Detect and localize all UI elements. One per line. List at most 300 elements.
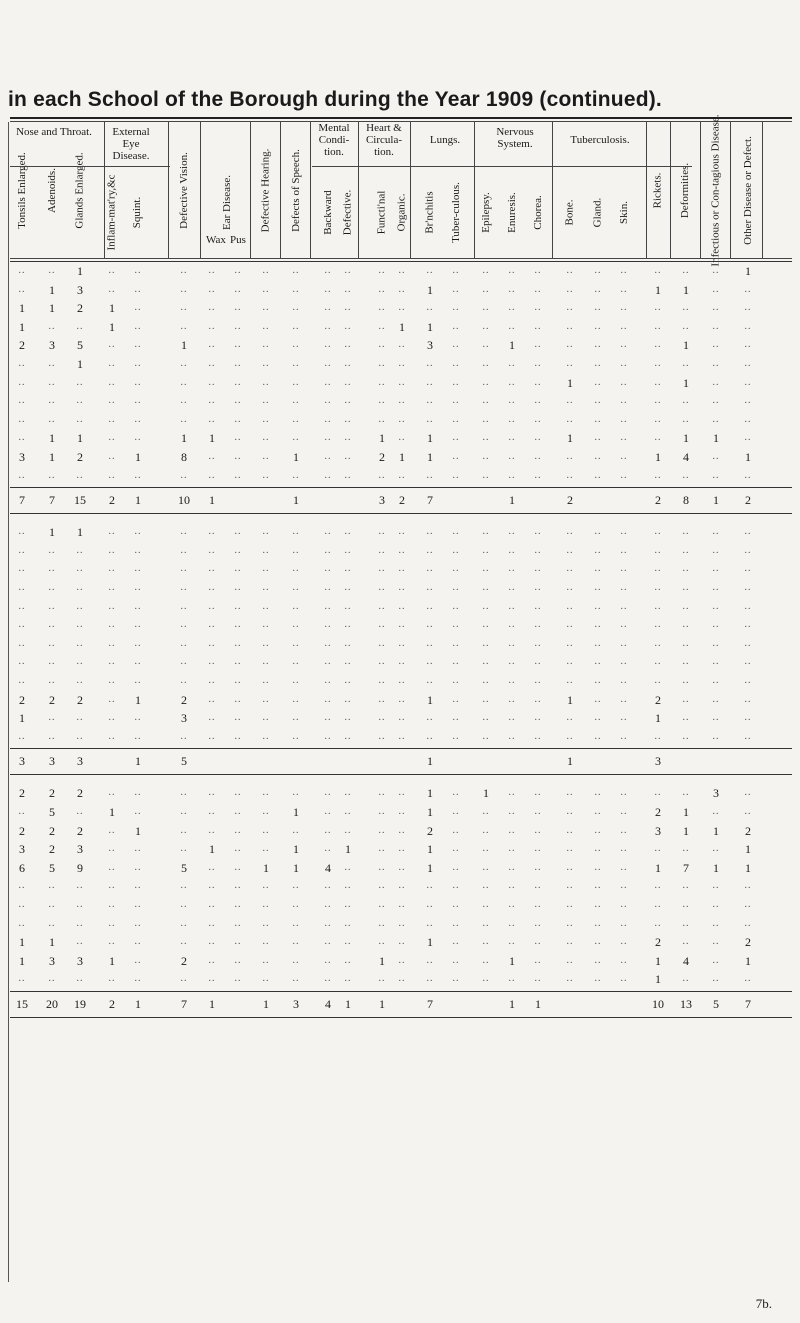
table-cell: .. bbox=[208, 899, 216, 910]
table-cell: .. bbox=[108, 637, 116, 649]
table-cell: .. bbox=[452, 693, 460, 705]
table-row bbox=[10, 728, 792, 746]
table-cell: .. bbox=[682, 358, 690, 369]
group-lungs: Lungs. bbox=[429, 134, 461, 146]
table-cell: .. bbox=[566, 712, 574, 724]
table-cell: .. bbox=[180, 899, 188, 910]
table-cell: .. bbox=[18, 432, 26, 444]
table-cell: .. bbox=[18, 899, 26, 910]
table-cell: 5 bbox=[49, 860, 55, 875]
table-cell: .. bbox=[744, 730, 752, 742]
table-cell: .. bbox=[482, 693, 490, 705]
table-cell: .. bbox=[508, 787, 516, 799]
table-cell: .. bbox=[108, 395, 116, 407]
table-cell: .. bbox=[292, 954, 300, 966]
table-cell: .. bbox=[534, 432, 542, 444]
table-cell: .. bbox=[234, 395, 242, 407]
table-cell: .. bbox=[566, 656, 574, 668]
table-cell: .. bbox=[234, 656, 242, 668]
table-cell: .. bbox=[378, 544, 386, 556]
table-cell: .. bbox=[76, 806, 84, 817]
table-cell: .. bbox=[682, 637, 690, 649]
left-border bbox=[8, 122, 9, 1282]
table-cell: .. bbox=[534, 917, 542, 929]
table-cell: .. bbox=[654, 917, 662, 929]
table-cell: .. bbox=[344, 339, 352, 351]
table-cell: .. bbox=[682, 917, 690, 929]
table-cell: .. bbox=[134, 936, 142, 948]
table-cell: .. bbox=[208, 880, 216, 892]
table-cell: .. bbox=[712, 712, 720, 724]
table-cell: .. bbox=[566, 320, 574, 332]
table-cell: .. bbox=[594, 413, 602, 425]
table-cell: .. bbox=[482, 358, 490, 369]
table-cell: 1 bbox=[655, 860, 661, 875]
table-cell: .. bbox=[508, 283, 516, 295]
table-cell: .. bbox=[398, 936, 406, 948]
table-cell: 2 bbox=[427, 823, 433, 838]
table-cell: .. bbox=[620, 675, 628, 686]
table-cell: .. bbox=[744, 544, 752, 556]
total-cell: 2 bbox=[399, 493, 405, 508]
table-cell: .. bbox=[234, 843, 242, 855]
table-cell: .. bbox=[508, 973, 516, 985]
table-cell: .. bbox=[208, 600, 216, 612]
total-cell: 8 bbox=[683, 493, 689, 508]
table-cell: .. bbox=[508, 320, 516, 332]
table-cell: .. bbox=[324, 265, 332, 276]
table-row bbox=[10, 822, 792, 840]
table-cell: .. bbox=[712, 320, 720, 332]
table-row bbox=[10, 672, 792, 690]
table-cell: .. bbox=[482, 582, 490, 593]
table-cell: .. bbox=[534, 936, 542, 948]
table-cell: .. bbox=[398, 469, 406, 481]
table-cell: .. bbox=[566, 824, 574, 836]
table-cell: .. bbox=[508, 693, 516, 705]
page-number: 7b. bbox=[755, 1296, 772, 1311]
table-cell: .. bbox=[344, 302, 352, 314]
table-cell: .. bbox=[682, 265, 690, 276]
table-cell: .. bbox=[324, 339, 332, 351]
table-cell: .. bbox=[378, 637, 386, 649]
table-cell: 1 bbox=[49, 525, 55, 540]
table-cell: .. bbox=[398, 339, 406, 351]
table-cell: .. bbox=[76, 376, 84, 388]
table-cell: .. bbox=[398, 432, 406, 444]
table-cell: .. bbox=[594, 917, 602, 929]
table-cell: .. bbox=[208, 806, 216, 817]
table-cell: .. bbox=[378, 899, 386, 910]
table-cell: .. bbox=[682, 730, 690, 742]
table-cell: .. bbox=[180, 637, 188, 649]
table-cell: .. bbox=[594, 712, 602, 724]
table-cell: 1 bbox=[713, 823, 719, 838]
table-cell: .. bbox=[18, 469, 26, 481]
table-cell: .. bbox=[620, 544, 628, 556]
table-cell: .. bbox=[234, 917, 242, 929]
table-cell: .. bbox=[452, 265, 460, 276]
table-cell: .. bbox=[398, 413, 406, 425]
total-cell: 20 bbox=[46, 997, 58, 1011]
table-cell: .. bbox=[234, 675, 242, 686]
table-cell: 1 bbox=[77, 264, 83, 278]
table-cell: .. bbox=[134, 619, 142, 631]
table-cell: .. bbox=[134, 973, 142, 985]
table-cell: .. bbox=[208, 526, 216, 538]
table-cell: .. bbox=[712, 544, 720, 556]
table-cell: .. bbox=[566, 675, 574, 686]
total-cell: 15 bbox=[74, 493, 86, 508]
table-cell: .. bbox=[180, 320, 188, 332]
table-cell: .. bbox=[534, 973, 542, 985]
table-cell: .. bbox=[262, 917, 270, 929]
table-cell: .. bbox=[508, 656, 516, 668]
table-cell: .. bbox=[508, 432, 516, 444]
table-cell: .. bbox=[234, 712, 242, 724]
table-cell: .. bbox=[76, 600, 84, 612]
table-cell: .. bbox=[682, 526, 690, 538]
total-cell: 5 bbox=[181, 754, 187, 769]
top-rule bbox=[10, 117, 792, 119]
table-row bbox=[10, 262, 792, 280]
table-cell: .. bbox=[234, 730, 242, 742]
total-cell: 1 bbox=[713, 493, 719, 508]
table-cell: 2 bbox=[745, 823, 751, 838]
table-cell: .. bbox=[208, 265, 216, 276]
table-cell: .. bbox=[482, 880, 490, 892]
table-cell: .. bbox=[108, 339, 116, 351]
table-cell: .. bbox=[594, 469, 602, 481]
table-cell: .. bbox=[744, 619, 752, 631]
total-row bbox=[10, 752, 792, 770]
table-cell: .. bbox=[262, 806, 270, 817]
table-cell: .. bbox=[18, 544, 26, 556]
table-cell: .. bbox=[234, 469, 242, 481]
table-cell: .. bbox=[682, 544, 690, 556]
table-cell: .. bbox=[344, 787, 352, 799]
column-header: Glands Enlarged. bbox=[73, 151, 86, 229]
table-row bbox=[10, 355, 792, 373]
table-cell: 2 bbox=[77, 786, 83, 801]
table-cell: .. bbox=[134, 563, 142, 575]
table-cell: .. bbox=[134, 712, 142, 724]
table-cell: .. bbox=[208, 283, 216, 295]
label-pus: Pus bbox=[230, 234, 246, 246]
table-cell: 1 bbox=[293, 450, 299, 464]
table-cell: .. bbox=[234, 283, 242, 295]
table-cell: .. bbox=[426, 954, 434, 966]
table-cell: .. bbox=[180, 973, 188, 985]
table-cell: .. bbox=[344, 582, 352, 593]
table-cell: .. bbox=[566, 544, 574, 556]
table-cell: 3 bbox=[49, 338, 55, 353]
table-cell: .. bbox=[712, 973, 720, 985]
table-cell: .. bbox=[134, 861, 142, 873]
table-cell: .. bbox=[76, 544, 84, 556]
table-cell: .. bbox=[426, 730, 434, 742]
table-cell: .. bbox=[712, 339, 720, 351]
table-cell: 4 bbox=[325, 860, 331, 875]
table-cell: .. bbox=[620, 693, 628, 705]
table-cell: .. bbox=[378, 730, 386, 742]
table-cell: 1 bbox=[77, 431, 83, 446]
total-cell: 7 bbox=[181, 997, 187, 1011]
table-cell: .. bbox=[48, 899, 56, 910]
table-row bbox=[10, 653, 792, 671]
column-header: Skin. bbox=[617, 200, 630, 224]
table-cell: .. bbox=[682, 600, 690, 612]
table-cell: .. bbox=[452, 917, 460, 929]
table-cell: .. bbox=[262, 544, 270, 556]
table-cell: .. bbox=[344, 283, 352, 295]
table-cell: .. bbox=[48, 320, 56, 332]
table-cell: .. bbox=[378, 600, 386, 612]
table-cell: .. bbox=[262, 265, 270, 276]
table-cell: .. bbox=[180, 563, 188, 575]
table-cell: .. bbox=[566, 302, 574, 314]
table-cell: .. bbox=[18, 880, 26, 892]
table-cell: .. bbox=[682, 619, 690, 631]
table-cell: .. bbox=[566, 973, 574, 985]
table-cell: .. bbox=[18, 413, 26, 425]
table-cell: .. bbox=[398, 861, 406, 873]
table-cell: .. bbox=[398, 302, 406, 314]
table-cell: .. bbox=[620, 917, 628, 929]
table-cell: 2 bbox=[655, 692, 661, 707]
table-cell: .. bbox=[18, 283, 26, 295]
table-cell: .. bbox=[208, 302, 216, 314]
table-cell: .. bbox=[234, 563, 242, 575]
table-cell: .. bbox=[398, 283, 406, 295]
table-cell: .. bbox=[620, 712, 628, 724]
table-cell: 1 bbox=[683, 338, 689, 353]
table-cell: .. bbox=[398, 544, 406, 556]
table-cell: .. bbox=[654, 843, 662, 855]
table-cell: .. bbox=[534, 544, 542, 556]
table-cell: .. bbox=[108, 787, 116, 799]
table-cell: .. bbox=[262, 526, 270, 538]
table-cell: .. bbox=[234, 973, 242, 985]
table-cell: .. bbox=[508, 637, 516, 649]
table-cell: .. bbox=[426, 265, 434, 276]
table-cell: .. bbox=[48, 880, 56, 892]
table-cell: .. bbox=[426, 469, 434, 481]
table-cell: .. bbox=[48, 656, 56, 668]
table-cell: 6 bbox=[19, 860, 25, 875]
table-cell: 5 bbox=[77, 338, 83, 353]
table-cell: .. bbox=[534, 265, 542, 276]
table-cell: .. bbox=[48, 675, 56, 686]
table-cell: .. bbox=[134, 656, 142, 668]
table-cell: .. bbox=[534, 320, 542, 332]
table-cell: .. bbox=[482, 432, 490, 444]
table-cell: .. bbox=[682, 469, 690, 481]
table-cell: .. bbox=[594, 843, 602, 855]
total-cell: 1 bbox=[293, 493, 299, 508]
total-cell: 7 bbox=[427, 493, 433, 508]
table-cell: .. bbox=[208, 376, 216, 388]
table-cell: .. bbox=[208, 656, 216, 668]
table-cell: .. bbox=[234, 376, 242, 388]
total-cell: 13 bbox=[680, 997, 692, 1011]
table-cell: .. bbox=[134, 339, 142, 351]
table-cell: 2 bbox=[77, 692, 83, 707]
table-cell: .. bbox=[76, 582, 84, 593]
table-cell: 1 bbox=[181, 338, 187, 353]
column-header: Enuresis. bbox=[505, 191, 518, 233]
table-cell: .. bbox=[108, 432, 116, 444]
table-cell: .. bbox=[262, 824, 270, 836]
table-cell: .. bbox=[18, 730, 26, 742]
table-cell: 2 bbox=[77, 301, 83, 316]
table-cell: .. bbox=[262, 637, 270, 649]
table-cell: .. bbox=[180, 469, 188, 481]
table-cell: 1 bbox=[683, 823, 689, 838]
table-cell: .. bbox=[482, 824, 490, 836]
label-wax: Wax bbox=[206, 234, 226, 246]
table-cell: .. bbox=[744, 320, 752, 332]
table-cell: .. bbox=[398, 358, 406, 369]
table-cell: .. bbox=[18, 582, 26, 593]
table-cell: 2 bbox=[49, 842, 55, 857]
table-cell: .. bbox=[744, 600, 752, 612]
table-cell: .. bbox=[48, 413, 56, 425]
table-cell: .. bbox=[292, 544, 300, 556]
total-cell: 1 bbox=[427, 754, 433, 769]
table-cell: .. bbox=[208, 675, 216, 686]
table-cell: .. bbox=[620, 954, 628, 966]
table-cell: .. bbox=[712, 302, 720, 314]
table-cell: .. bbox=[620, 637, 628, 649]
table-cell: .. bbox=[566, 806, 574, 817]
table-cell: 1 bbox=[427, 935, 433, 950]
table-cell: 1 bbox=[49, 450, 55, 464]
table-cell: 1 bbox=[135, 692, 141, 707]
table-cell: .. bbox=[180, 395, 188, 407]
total-cell: 1 bbox=[345, 997, 351, 1011]
table-cell: .. bbox=[452, 358, 460, 369]
total-cell: 2 bbox=[567, 493, 573, 508]
table-cell: .. bbox=[620, 395, 628, 407]
table-cell: .. bbox=[134, 283, 142, 295]
table-cell: .. bbox=[744, 563, 752, 575]
table-cell: .. bbox=[654, 787, 662, 799]
table-cell: .. bbox=[534, 376, 542, 388]
table-cell: .. bbox=[18, 656, 26, 668]
table-cell: .. bbox=[324, 358, 332, 369]
table-cell: .. bbox=[654, 339, 662, 351]
table-cell: .. bbox=[180, 730, 188, 742]
table-cell: 3 bbox=[427, 338, 433, 353]
table-cell: .. bbox=[292, 526, 300, 538]
table-cell: .. bbox=[398, 712, 406, 724]
table-row bbox=[10, 448, 792, 466]
table-cell: .. bbox=[208, 824, 216, 836]
table-cell: .. bbox=[452, 637, 460, 649]
table-cell: 5 bbox=[181, 860, 187, 875]
table-cell: .. bbox=[324, 806, 332, 817]
table-cell: .. bbox=[344, 637, 352, 649]
table-cell: .. bbox=[682, 693, 690, 705]
total-cell: 3 bbox=[293, 997, 299, 1011]
total-cell: 7 bbox=[745, 997, 751, 1011]
table-header bbox=[10, 113, 792, 267]
table-cell: .. bbox=[712, 413, 720, 425]
table-cell: 3 bbox=[49, 953, 55, 968]
table-cell: 1 bbox=[427, 319, 433, 334]
table-cell: .. bbox=[594, 451, 602, 462]
table-cell: .. bbox=[324, 675, 332, 686]
table-cell: .. bbox=[508, 675, 516, 686]
table-cell: .. bbox=[744, 302, 752, 314]
table-row bbox=[10, 579, 792, 597]
table-cell: .. bbox=[234, 320, 242, 332]
table-cell: .. bbox=[134, 469, 142, 481]
table-cell: .. bbox=[76, 899, 84, 910]
table-cell: 1 bbox=[399, 450, 405, 464]
table-row bbox=[10, 784, 792, 802]
table-cell: .. bbox=[344, 526, 352, 538]
table-cell: .. bbox=[452, 283, 460, 295]
column-header: Functi'nal bbox=[375, 190, 388, 234]
table-cell: .. bbox=[208, 787, 216, 799]
table-cell: .. bbox=[378, 917, 386, 929]
table-cell: .. bbox=[378, 619, 386, 631]
column-header: Defective Vision. bbox=[177, 151, 190, 229]
table-cell: 2 bbox=[655, 935, 661, 950]
table-cell: .. bbox=[654, 376, 662, 388]
table-cell: .. bbox=[344, 824, 352, 836]
table-cell: .. bbox=[344, 619, 352, 631]
table-cell: .. bbox=[108, 712, 116, 724]
table-cell: .. bbox=[654, 358, 662, 369]
table-cell: 7 bbox=[683, 860, 689, 875]
table-cell: 1 bbox=[509, 953, 515, 968]
table-cell: .. bbox=[262, 582, 270, 593]
table-cell: .. bbox=[654, 563, 662, 575]
table-cell: .. bbox=[344, 413, 352, 425]
table-cell: .. bbox=[324, 582, 332, 593]
table-cell: .. bbox=[566, 600, 574, 612]
table-row bbox=[10, 429, 792, 447]
table-cell: .. bbox=[378, 469, 386, 481]
table-cell: .. bbox=[180, 787, 188, 799]
table-cell: .. bbox=[292, 302, 300, 314]
table-cell: .. bbox=[566, 787, 574, 799]
table-cell: .. bbox=[508, 469, 516, 481]
table-cell: 1 bbox=[567, 692, 573, 707]
table-cell: .. bbox=[744, 283, 752, 295]
table-cell: .. bbox=[324, 302, 332, 314]
table-cell: .. bbox=[682, 582, 690, 593]
table-cell: .. bbox=[108, 358, 116, 369]
table-cell: .. bbox=[682, 712, 690, 724]
table-cell: .. bbox=[134, 413, 142, 425]
table-cell: 1 bbox=[263, 860, 269, 875]
table-cell: .. bbox=[744, 917, 752, 929]
table-cell: .. bbox=[452, 656, 460, 668]
table-cell: .. bbox=[654, 637, 662, 649]
table-cell: 2 bbox=[49, 692, 55, 707]
total-cell: 1 bbox=[379, 997, 385, 1011]
table-cell: .. bbox=[566, 451, 574, 462]
table-cell: .. bbox=[292, 656, 300, 668]
table-cell: 2 bbox=[19, 338, 25, 353]
table-cell: .. bbox=[134, 917, 142, 929]
table-cell: .. bbox=[208, 395, 216, 407]
table-cell: .. bbox=[534, 358, 542, 369]
